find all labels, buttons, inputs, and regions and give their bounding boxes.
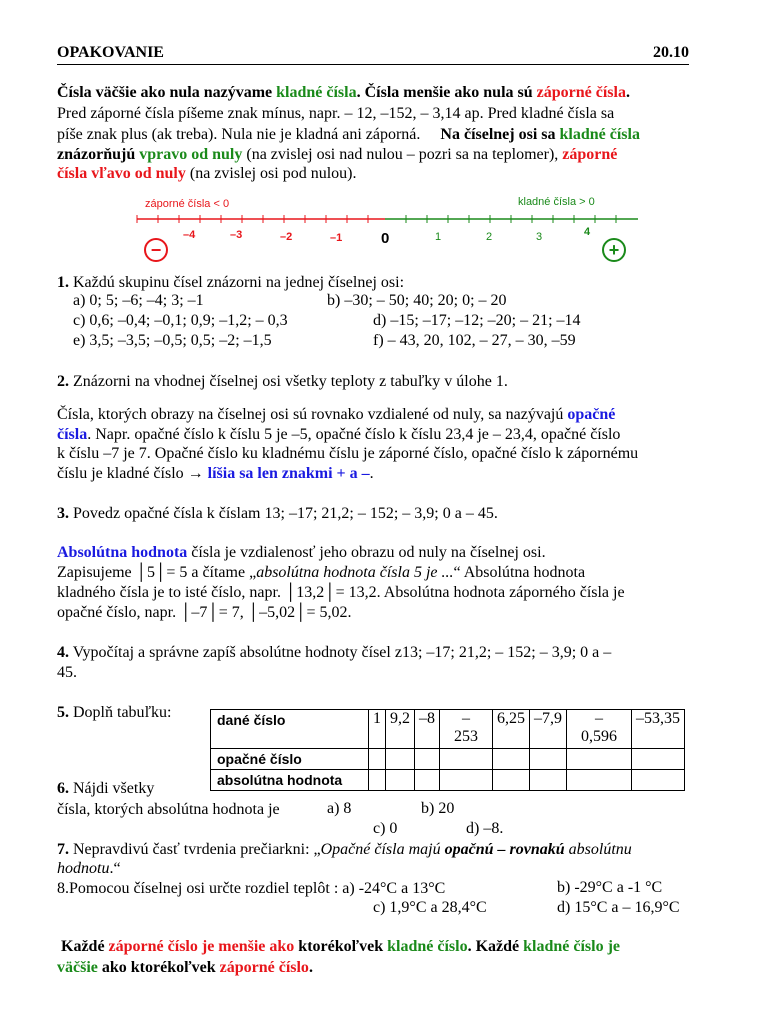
ex6-d: d) –8. xyxy=(466,820,504,837)
ex6-c: c) 0 xyxy=(373,820,398,837)
intro-line-1: Čísla väčšie ako nula nazývame kladné čísla. Čísla menšie ako nula sú záporné čísla. xyxy=(57,84,630,101)
ex5-table xyxy=(210,709,685,791)
table-cell[interactable] xyxy=(440,749,493,770)
ex8-b: b) -29°C a -1 °C xyxy=(557,879,663,896)
intro-line-4: znázorňujú vpravo od nuly (na zvislej osi nad nulou – pozri sa na teplomer), záporné xyxy=(57,146,618,163)
minus-symbol: − xyxy=(150,240,162,260)
table-cell: 9,2 xyxy=(386,710,415,749)
tick-label-neg1: –1 xyxy=(330,232,343,244)
tick-label-neg2: –2 xyxy=(280,231,293,243)
ex1-heading: 1. Každú skupinu čísel znázorni na jednej číselnej osi: xyxy=(57,274,405,291)
number-line xyxy=(0,188,768,268)
absolute-line-3: kladného čísla je to isté číslo, napr. │13,2│= 13,2. Absolútna hodnota záporného čísla je xyxy=(57,584,625,601)
table-cell[interactable] xyxy=(415,749,440,770)
row-label-opposite: opačné číslo xyxy=(211,749,369,770)
table-cell[interactable] xyxy=(493,770,530,791)
absolute-line-1: Absolútna hodnota čísla je vzdialenosť jeho obrazu od nuly na číselnej osi. xyxy=(57,544,546,561)
table-row xyxy=(211,749,685,770)
tick-label-1: 1 xyxy=(435,231,442,243)
absolute-line-4: opačné číslo, napr. │–7│= 7, │–5,02│= 5,02. xyxy=(57,604,352,621)
intro-line-5: čísla vľavo od nuly (na zvislej osi pod nulou). xyxy=(57,165,357,182)
summary-line-1: Každé záporné číslo je menšie ako ktorékoľvek kladné číslo. Každé kladné číslo je xyxy=(61,938,621,955)
ex2: 2. Znázorni na vhodnej číselnej osi všetky teploty z tabuľky v úlohe 1. xyxy=(57,373,508,390)
table-cell[interactable] xyxy=(386,770,415,791)
intro-line-3: píše znak plus (ak treba). Nula nie je kladná ani záporná. Na číselnej osi sa kladné čísla xyxy=(57,126,640,143)
tick-label-4: 4 xyxy=(584,226,591,238)
opposite-line-4: číslu je kladné číslo → líšia sa len znakmi + a –. xyxy=(57,465,374,482)
negative-label: záporné čísla < 0 xyxy=(145,198,230,210)
ex1-f: f) – 43, 20, 102, – 27, – 30, –59 xyxy=(373,332,576,349)
intro-line-2: Pred záporné čísla píšeme znak mínus, napr. – 12, –152, – 3,14 ap. Pred kladné čísla sa xyxy=(57,105,615,122)
table-cell[interactable] xyxy=(369,749,386,770)
opposite-line-1: Čísla, ktorých obrazy na číselnej osi sú rovnako vzdialené od nuly, sa nazývajú opačné xyxy=(57,406,616,423)
table-cell: –8 xyxy=(415,710,440,749)
page-title: OPAKOVANIE xyxy=(57,44,164,61)
ex8-c: c) 1,9°C a 28,4°C xyxy=(373,899,487,916)
table-cell[interactable] xyxy=(440,770,493,791)
tick-label-3: 3 xyxy=(536,231,543,243)
ex8-d: d) 15°C a – 16,9°C xyxy=(557,899,680,916)
page-header xyxy=(57,44,689,65)
ex1-e: e) 3,5; –3,5; –0,5; 0,5; –2; –1,5 xyxy=(73,332,272,349)
row-label-absolute: absolútna hodnota xyxy=(211,770,369,791)
table-cell[interactable] xyxy=(530,770,567,791)
table-cell: 6,25 xyxy=(493,710,530,749)
ex6-line-2: čísla, ktorých absolútna hodnota je xyxy=(57,801,280,818)
opposite-line-2: čísla. Napr. opačné číslo k číslu 5 je –5, opačné číslo k číslu 23,4 je – 23,4, opačné číslo xyxy=(57,426,621,443)
ex1-c: c) 0,6; –0,4; –0,1; 0,9; –1,2; – 0,3 xyxy=(73,312,288,329)
tick-label-zero: 0 xyxy=(381,230,390,247)
absolute-line-2: Zapisujeme │5│= 5 a čítame „absolútna hodnota čísla 5 je ...“ Absolútna hodnota xyxy=(57,564,586,581)
tick-label-neg4: –4 xyxy=(183,229,196,241)
tick-label-neg3: –3 xyxy=(230,229,243,241)
opposite-line-3: k číslu –7 je 7. Opačné číslo ku kladnému číslu je záporné číslo, opačné číslo k zápornému xyxy=(57,445,639,462)
ex8-line-1: 8.Pomocou číselnej osi určte rozdiel teplôt : a) -24°C a 13°C xyxy=(57,880,446,897)
ex4-cont: 45. xyxy=(57,664,77,681)
table-cell[interactable] xyxy=(632,749,685,770)
table-cell: – 0,596 xyxy=(567,710,632,749)
table-cell[interactable] xyxy=(369,770,386,791)
table-cell[interactable] xyxy=(632,770,685,791)
table-row xyxy=(211,710,685,749)
table-cell[interactable] xyxy=(567,749,632,770)
table-cell: –53,35 xyxy=(632,710,685,749)
ex6-heading: 6. Nájdi všetky xyxy=(57,780,155,797)
ex1-d: d) –15; –17; –12; –20; – 21; –14 xyxy=(373,312,581,329)
table-cell[interactable] xyxy=(386,749,415,770)
positive-label: kladné čísla > 0 xyxy=(518,196,595,208)
ex6-b: b) 20 xyxy=(421,800,455,817)
summary-line-2: väčšie ako ktorékoľvek záporné číslo. xyxy=(57,959,313,976)
plus-symbol: + xyxy=(608,240,620,260)
table-cell[interactable] xyxy=(493,749,530,770)
table-row xyxy=(211,770,685,791)
ex7-line-1: 7. Nepravdivú časť tvrdenia prečiarkni: „Opačné čísla majú opačnú – rovnakú absolútnu xyxy=(57,841,632,858)
ex1-a: a) 0; 5; –6; –4; 3; –1 xyxy=(73,292,204,309)
table-cell: 1 xyxy=(369,710,386,749)
row-label-given: dané číslo xyxy=(211,710,369,749)
table-cell: –7,9 xyxy=(530,710,567,749)
ex5-heading: 5. Doplň tabuľku: xyxy=(57,704,172,721)
table-cell: – 253 xyxy=(440,710,493,749)
ex1-b: b) –30; – 50; 40; 20; 0; – 20 xyxy=(327,292,507,309)
ex6-a: a) 8 xyxy=(327,800,352,817)
table-cell[interactable] xyxy=(415,770,440,791)
table-cell[interactable] xyxy=(530,749,567,770)
page-date: 20.10 xyxy=(653,44,689,61)
ex4: 4. Vypočítaj a správne zapíš absolútne hodnoty čísel z13; –17; 21,2; – 152; – 3,9; 0 a – xyxy=(57,644,612,661)
ex3: 3. Povedz opačné čísla k číslam 13; –17; 21,2; – 152; – 3,9; 0 a – 45. xyxy=(57,505,498,522)
table-cell[interactable] xyxy=(567,770,632,791)
tick-label-2: 2 xyxy=(486,231,493,243)
ex7-line-2: hodnotu.“ xyxy=(57,860,121,877)
